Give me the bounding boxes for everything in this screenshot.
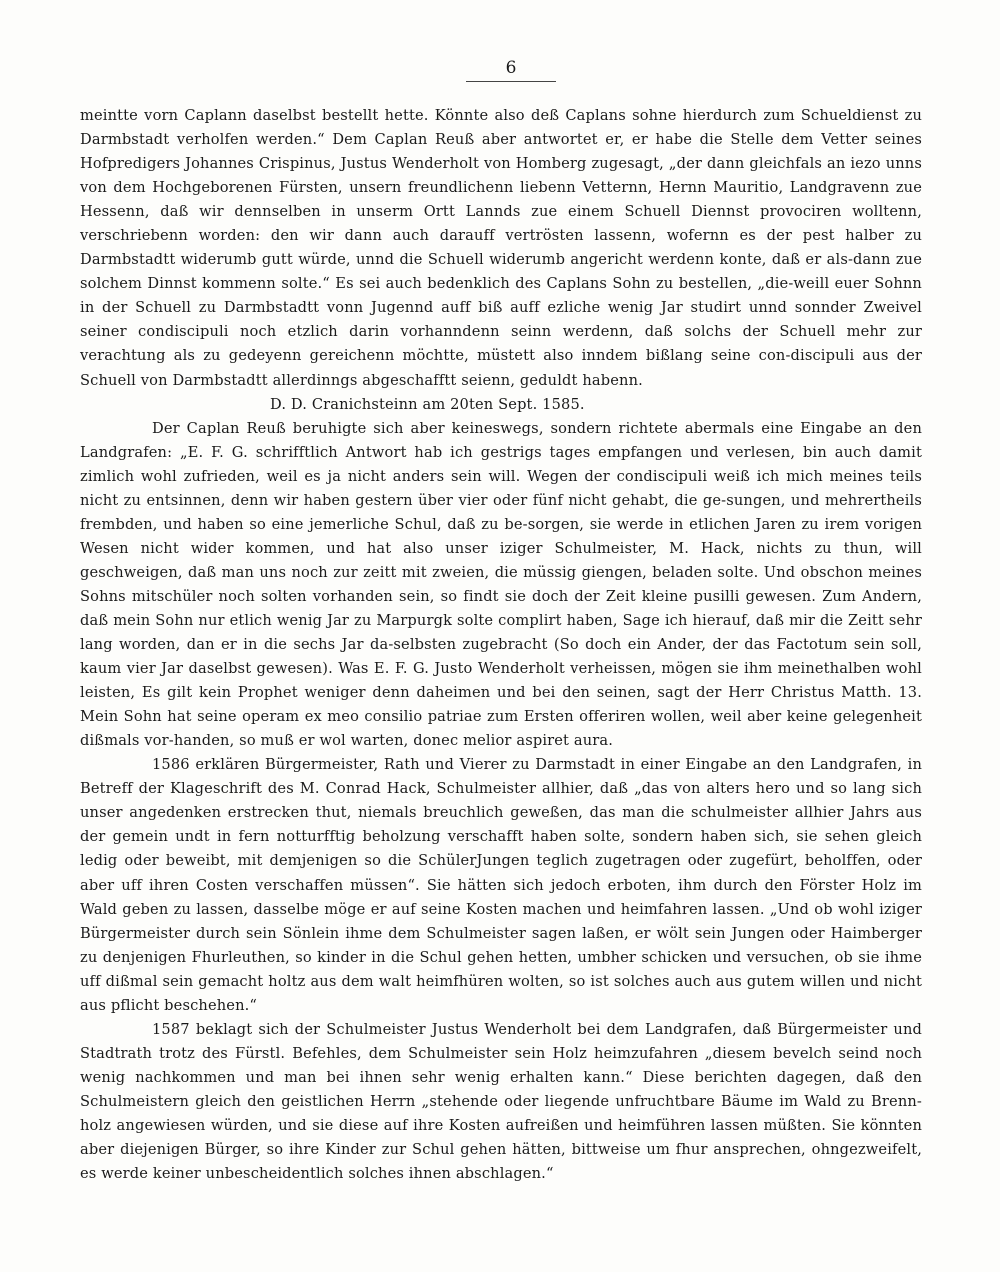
paragraph-2: Der Caplan Reuß beruhigte sich aber keineswegs, sondern richtete abermals eine Eingabe an den Landgrafen: „E. F. G. schrifftlich Antwort hab ich gestrigs tages empfangen und verlesen, bin auch damit zimlich wohl zufrieden, weil es ja nicht anders sein will. Wegen der condiscipuli weiß ich mich meines teils nicht zu entsinnen, denn wir haben gestern über vier oder fünf nicht gehabt, die ge-sungen, und mehrertheils frembden, und haben so eine jemerliche Schul, daß zu be-sorgen, sie werde in etlichen Jaren zu irem vorigen Wesen nicht wider kommen, und hat also unser iziger Schulmeister, M. Hack, nichts zu thun, will geschweigen, daß man uns noch zur zeitt mit zweien, die müssig giengen, beladen solte. Und obschon meines Sohns mitschüler noch solten vorhanden sein, so findt sie doch der Zeit kleine pusilli gewesen. Zum Andern, daß mein Sohn nur etlich wenig Jar zu Marpurgk solte complirt haben, Sage ich hierauf, daß mir die Zeitt sehr lang worden, dan er in die sechs Jar da-selbsten zugebracht (So doch ein Ander, der das Factotum sein soll, kaum vier Jar daselbst gewesen). Was E. F. G. Justo Wenderholt verheissen, mögen sie ihm meinethalben wohl leisten, Es gilt kein Prophet weniger denn daheimen und bei den seinen, sagt der Herr Christus Matth. 13. Mein Sohn hat seine operam ex meo consilio patriae zum Ersten offeriren wollen, weil aber keine gelegenheit dißmals vor-handen, so muß er wol warten, donec melior aspiret aura.: [80, 419, 922, 750]
body-text: [80, 104, 922, 1186]
paragraph-1: meintte vorn Caplann daselbst bestellt hette. Könnte also deß Caplans sohne hierdurch zum Schueldienst zu Darmbstadt verholfen werden.“ Dem Caplan Reuß aber antwortet er, er habe die Stelle dem Vetter seines Hofpredigers Johannes Crispinus, Justus Wenderholt von Homberg zugesagt, „der dann gleichfals an iezo unns von dem Hochgeborenen Fürsten, unsern freundlichenn liebenn Vetternn, Hernn Mauritio, Landgravenn zue Hessenn, daß wir dennselben in unserm Ortt Lannds zue einem Schuell Diennst provociren wolltenn, verschriebenn worden: den wir dann auch darauff vertrösten lassenn, wofernn es der pest halber zu Darmbstadtt widerumb gutt würde, unnd die Schuell widerumb angericht werdenn konte, daß er als-dann zue solchem Dinnst kommenn solte.“ Es sei auch bedenklich des Caplans Sohn zu bestellen, „die-weill euer Sohnn in der Schuell zu Darmbstadtt vonn Jugennd auff biß auff ezliche wenig Jar studirt unnd sonnder Zweivel seiner condiscipuli noch etzlich darin vorhanndenn seinn werdenn, daß solchs der Schuell mehr zur verachtung als zu gedeyenn gereichenn möchtte, müstett also inndem bißlang seine con-discipuli aus der Schuell von Darmbstadtt allerdinngs abgeschafftt seienn, geduldt habenn.: [80, 107, 922, 389]
page-number: 6: [505, 58, 517, 78]
signature-line: D. D. Cranichsteinn am 20ten Sept. 1585.: [270, 395, 585, 413]
paragraph-3: 1586 erklären Bürgermeister, Rath und Vierer zu Darmstadt in einer Eingabe an den Landgrafen, in Betreff der Klageschrift des M. Conrad Hack, Schulmeister allhier, daß „das von alters hero und so lang sich unser angedenken erstrecken thut, niemals breuchlich geweßen, das man die schulmeister allhier Jahrs aus der gemein undt in fern notturfftig beholzung verschafft haben solte, sondern haben sich, sie sehen gleich ledig oder beweibt, mit demjenigen so die SchülerJungen teglich zugetragen oder zugefürt, beholffen, oder aber uff ihren Costen verschaffen müssen“. Sie hätten sich jedoch erboten, ihm durch den Förster Holz im Wald geben zu lassen, dasselbe möge er auf seine Kosten machen und heimfahren lassen. „Und ob wohl iziger Bürgermeister durch sein Sönlein ihme dem Schulmeister sagen laßen, er wölt sein Jungen oder Haimberger zu denjenigen Fhurleuthen, so kinder in die Schul gehen hetten, umbher schicken und versuchen, ob sie ihme uff dißmal sein gemacht holtz aus dem walt heimfhüren wolten, so ist solches auch aus gutem willen und nicht aus pflicht beschehen.“: [80, 756, 922, 1014]
paragraph-4: 1587 beklagt sich der Schulmeister Justus Wenderholt bei dem Landgrafen, daß Bürgermeister und Stadtrath trotz des Fürstl. Befehles, dem Schulmeister sein Holz heimzufahren „diesem bevelch seind noch wenig nachkommen und man bei ihnen sehr wenig erhalten kann.“ Diese berichten dagegen, daß den Schulmeistern gleich den geistlichen Herrn „stehende oder liegende unfruchtbare Bäume im Wald zu Brenn-holz angewiesen würden, und sie diese auf ihre Kosten aufreißen und heimführen lassen müßten. Sie könnten aber diejenigen Bürger, so ihre Kinder zur Schul gehen hätten, bittweise um fhur ansprechen, ohngezweifelt, es werde keiner unbescheidentlich solches ihnen abschlagen.“: [80, 1020, 922, 1183]
document-page: [80, 58, 922, 1186]
page-number-rule: [466, 81, 556, 82]
